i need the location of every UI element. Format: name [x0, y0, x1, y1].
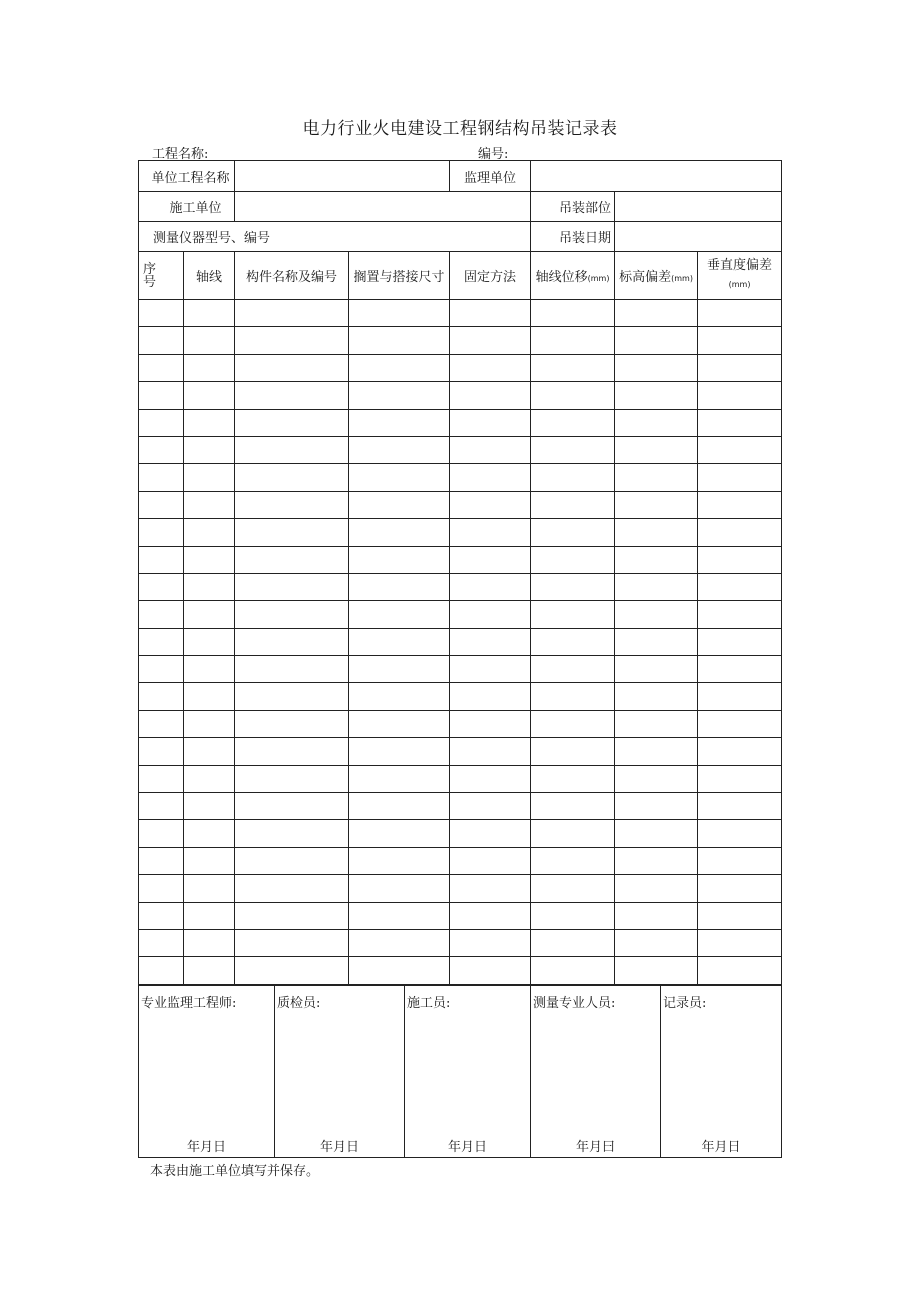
table-cell[interactable]: [450, 382, 531, 409]
table-cell[interactable]: [450, 683, 531, 710]
table-cell[interactable]: [184, 491, 235, 518]
table-cell[interactable]: [349, 546, 450, 573]
table-cell[interactable]: [139, 683, 184, 710]
construction-unit-field[interactable]: [235, 192, 531, 222]
column-header-elevation: 标高偏差(mm): [615, 252, 698, 300]
signature-label: 施工员:: [407, 996, 451, 1011]
table-cell[interactable]: [698, 765, 782, 792]
table-cell[interactable]: [698, 710, 782, 737]
table-row: [139, 710, 782, 737]
table-row: [139, 929, 782, 956]
table-row: [139, 875, 782, 902]
table-cell[interactable]: [184, 929, 235, 956]
table-row: [139, 300, 782, 327]
table-row: [139, 902, 782, 929]
table-cell[interactable]: [450, 628, 531, 655]
table-cell[interactable]: [184, 354, 235, 381]
table-cell[interactable]: [139, 957, 184, 984]
construction-unit-label: 施工单位: [139, 192, 235, 222]
table-cell[interactable]: [184, 875, 235, 902]
column-header-member: 构件名称及编号: [235, 252, 349, 300]
table-cell[interactable]: [349, 601, 450, 628]
table-cell[interactable]: [139, 354, 184, 381]
table-cell[interactable]: [184, 738, 235, 765]
table-cell[interactable]: [235, 519, 349, 546]
table-row: [139, 573, 782, 600]
hoisting-date-field[interactable]: [615, 222, 782, 252]
table-cell[interactable]: [698, 354, 782, 381]
table-cell[interactable]: [615, 929, 698, 956]
table-cell[interactable]: [349, 327, 450, 354]
table-cell[interactable]: [450, 738, 531, 765]
table-row: [139, 847, 782, 874]
table-cell[interactable]: [531, 710, 615, 737]
table-row: [139, 793, 782, 820]
table-cell[interactable]: [450, 793, 531, 820]
table-cell[interactable]: [531, 382, 615, 409]
table-cell[interactable]: [184, 464, 235, 491]
table-cell[interactable]: [615, 710, 698, 737]
table-cell[interactable]: [531, 793, 615, 820]
table-row: [139, 656, 782, 683]
table-row: [139, 491, 782, 518]
table-cell[interactable]: [615, 491, 698, 518]
table-cell[interactable]: [349, 902, 450, 929]
project-name-label: 工程名称:: [152, 147, 209, 162]
table-cell[interactable]: [184, 628, 235, 655]
table-row: [139, 354, 782, 381]
unit-project-name-label: 单位工程名称: [139, 161, 235, 192]
table-cell[interactable]: [698, 327, 782, 354]
table-cell[interactable]: [698, 464, 782, 491]
table-cell[interactable]: [615, 464, 698, 491]
table-cell[interactable]: [698, 436, 782, 463]
table-cell[interactable]: [615, 847, 698, 874]
table-cell[interactable]: [615, 382, 698, 409]
table-cell[interactable]: [615, 519, 698, 546]
table-cell[interactable]: [450, 847, 531, 874]
table-cell[interactable]: [531, 738, 615, 765]
table-cell[interactable]: [139, 546, 184, 573]
table-cell[interactable]: [615, 738, 698, 765]
table-cell[interactable]: [450, 929, 531, 956]
table-cell[interactable]: [531, 546, 615, 573]
table-cell[interactable]: [615, 354, 698, 381]
table-cell[interactable]: [698, 847, 782, 874]
table-cell[interactable]: [698, 491, 782, 518]
table-cell[interactable]: [349, 628, 450, 655]
column-header-axis: 轴线: [184, 252, 235, 300]
table-cell[interactable]: [139, 710, 184, 737]
table-cell[interactable]: [698, 793, 782, 820]
table-cell[interactable]: [184, 765, 235, 792]
table-cell[interactable]: [139, 409, 184, 436]
table-cell[interactable]: [531, 409, 615, 436]
table-row: [139, 820, 782, 847]
table-cell[interactable]: [349, 436, 450, 463]
signature-date: 年月日: [319, 1140, 359, 1155]
table-row: [139, 519, 782, 546]
table-cell[interactable]: [235, 820, 349, 847]
table-cell[interactable]: [235, 354, 349, 381]
table-cell[interactable]: [698, 957, 782, 984]
table-cell[interactable]: [615, 957, 698, 984]
table-cell[interactable]: [184, 793, 235, 820]
table-cell[interactable]: [531, 820, 615, 847]
table-cell[interactable]: [531, 929, 615, 956]
table-cell[interactable]: [349, 710, 450, 737]
table-cell[interactable]: [349, 793, 450, 820]
table-cell[interactable]: [349, 354, 450, 381]
table-cell[interactable]: [139, 601, 184, 628]
table-cell[interactable]: [139, 765, 184, 792]
serial-number-label: 编号:: [478, 147, 509, 162]
table-cell[interactable]: [615, 765, 698, 792]
table-cell[interactable]: [235, 409, 349, 436]
table-row: [139, 957, 782, 984]
table-cell[interactable]: [698, 519, 782, 546]
table-cell[interactable]: [235, 656, 349, 683]
table-cell[interactable]: [615, 875, 698, 902]
table-cell[interactable]: [139, 573, 184, 600]
table-cell[interactable]: [698, 601, 782, 628]
table-row: [139, 436, 782, 463]
signature-cell[interactable]: [661, 986, 782, 1158]
table-cell[interactable]: [139, 464, 184, 491]
table-cell[interactable]: [450, 957, 531, 984]
table-cell[interactable]: [349, 738, 450, 765]
table-cell[interactable]: [531, 436, 615, 463]
table-cell[interactable]: [184, 573, 235, 600]
table-cell[interactable]: [531, 683, 615, 710]
table-cell[interactable]: [184, 656, 235, 683]
table-cell[interactable]: [615, 793, 698, 820]
table-cell[interactable]: [531, 601, 615, 628]
table-cell[interactable]: [698, 738, 782, 765]
table-row: [139, 738, 782, 765]
signature-label: 记录员:: [663, 996, 707, 1011]
table-cell[interactable]: [615, 902, 698, 929]
table-cell[interactable]: [615, 327, 698, 354]
supervision-unit-field[interactable]: [531, 161, 782, 192]
table-cell[interactable]: [235, 902, 349, 929]
column-header-bearing: 搁置与搭接尺寸: [349, 252, 450, 300]
table-cell[interactable]: [531, 300, 615, 327]
table-cell[interactable]: [698, 382, 782, 409]
table-cell[interactable]: [139, 738, 184, 765]
table-cell[interactable]: [531, 656, 615, 683]
signature-date: 年月日: [186, 1140, 226, 1155]
table-cell[interactable]: [349, 957, 450, 984]
table-cell[interactable]: [615, 601, 698, 628]
table-cell[interactable]: [349, 300, 450, 327]
form-title: 电力行业火电建设工程钢结构吊装记录表: [302, 119, 618, 139]
column-header-seq: 序 号: [139, 252, 184, 300]
table-cell[interactable]: [235, 327, 349, 354]
instrument-model-label: 测量仪器型号、编号: [139, 222, 531, 252]
table-cell[interactable]: [450, 409, 531, 436]
column-header-vertical: 垂直度偏差 (mm): [698, 252, 782, 300]
table-cell[interactable]: [698, 628, 782, 655]
table-cell[interactable]: [235, 929, 349, 956]
table-cell[interactable]: [349, 683, 450, 710]
table-cell[interactable]: [531, 765, 615, 792]
table-cell[interactable]: [235, 875, 349, 902]
table-cell[interactable]: [139, 382, 184, 409]
table-row: [139, 382, 782, 409]
table-cell[interactable]: [531, 573, 615, 600]
table-cell[interactable]: [184, 902, 235, 929]
table-cell[interactable]: [235, 573, 349, 600]
table-cell[interactable]: [698, 300, 782, 327]
table-cell[interactable]: [184, 519, 235, 546]
table-row: [139, 628, 782, 655]
table-cell[interactable]: [349, 656, 450, 683]
table-cell[interactable]: [184, 546, 235, 573]
table-row: [139, 683, 782, 710]
table-cell[interactable]: [349, 573, 450, 600]
table-cell[interactable]: [235, 464, 349, 491]
table-cell[interactable]: [698, 820, 782, 847]
table-cell[interactable]: [450, 765, 531, 792]
signature-label: 测量专业人员:: [533, 996, 616, 1011]
signature-label: 专业监理工程师:: [141, 996, 237, 1011]
supervision-unit-label: 监理单位: [450, 161, 531, 192]
table-cell[interactable]: [139, 436, 184, 463]
table-cell[interactable]: [615, 820, 698, 847]
signature-cell[interactable]: [139, 986, 275, 1158]
table-cell[interactable]: [184, 300, 235, 327]
table-cell[interactable]: [531, 519, 615, 546]
table-cell[interactable]: [450, 820, 531, 847]
table-cell[interactable]: [349, 464, 450, 491]
table-cell[interactable]: [615, 300, 698, 327]
table-cell[interactable]: [184, 382, 235, 409]
table-cell[interactable]: [349, 847, 450, 874]
table-cell[interactable]: [450, 875, 531, 902]
table-cell[interactable]: [531, 957, 615, 984]
table-cell[interactable]: [450, 327, 531, 354]
table-cell[interactable]: [698, 683, 782, 710]
table-cell[interactable]: [349, 491, 450, 518]
table-cell[interactable]: [615, 573, 698, 600]
signature-cell[interactable]: [405, 986, 531, 1158]
table-cell[interactable]: [450, 464, 531, 491]
column-header-axis-offset: 轴线位移(mm): [531, 252, 615, 300]
record-table: [138, 160, 782, 985]
table-cell[interactable]: [139, 820, 184, 847]
table-row: [139, 327, 782, 354]
table-cell[interactable]: [184, 957, 235, 984]
table-cell[interactable]: [450, 601, 531, 628]
signature-date: 年月曰: [575, 1140, 615, 1155]
table-cell[interactable]: [531, 847, 615, 874]
table-cell[interactable]: [235, 683, 349, 710]
table-cell[interactable]: [450, 300, 531, 327]
table-cell[interactable]: [349, 875, 450, 902]
signature-date: 年月日: [701, 1140, 741, 1155]
table-cell[interactable]: [450, 436, 531, 463]
table-cell[interactable]: [184, 601, 235, 628]
column-header-fixing: 固定方法: [450, 252, 531, 300]
table-cell[interactable]: [139, 300, 184, 327]
table-cell[interactable]: [698, 546, 782, 573]
table-row: [139, 464, 782, 491]
unit-project-name-field[interactable]: [235, 161, 450, 192]
table-cell[interactable]: [531, 464, 615, 491]
table-cell[interactable]: [698, 875, 782, 902]
hoisting-part-field[interactable]: [615, 192, 782, 222]
table-cell[interactable]: [531, 327, 615, 354]
table-cell[interactable]: [450, 902, 531, 929]
table-cell[interactable]: [349, 519, 450, 546]
table-cell[interactable]: [184, 847, 235, 874]
table-cell[interactable]: [139, 628, 184, 655]
table-cell[interactable]: [235, 491, 349, 518]
table-cell[interactable]: [349, 765, 450, 792]
table-cell[interactable]: [615, 409, 698, 436]
table-cell[interactable]: [235, 436, 349, 463]
table-cell[interactable]: [235, 300, 349, 327]
table-cell[interactable]: [139, 929, 184, 956]
table-cell[interactable]: [235, 793, 349, 820]
signature-cell[interactable]: [275, 986, 405, 1158]
table-cell[interactable]: [450, 519, 531, 546]
table-cell[interactable]: [531, 354, 615, 381]
table-row: [139, 601, 782, 628]
table-cell[interactable]: [235, 738, 349, 765]
table-cell[interactable]: [450, 710, 531, 737]
table-cell[interactable]: [450, 573, 531, 600]
signature-table: [138, 985, 782, 1158]
table-cell[interactable]: [184, 683, 235, 710]
table-cell[interactable]: [235, 765, 349, 792]
table-cell[interactable]: [450, 354, 531, 381]
table-cell[interactable]: [139, 793, 184, 820]
table-cell[interactable]: [184, 327, 235, 354]
table-cell[interactable]: [531, 902, 615, 929]
table-cell[interactable]: [235, 957, 349, 984]
table-cell[interactable]: [450, 491, 531, 518]
signature-label: 质检员:: [277, 996, 321, 1011]
table-cell[interactable]: [139, 656, 184, 683]
table-cell[interactable]: [184, 710, 235, 737]
table-cell[interactable]: [349, 929, 450, 956]
table-cell[interactable]: [349, 820, 450, 847]
table-cell[interactable]: [615, 656, 698, 683]
table-cell[interactable]: [531, 875, 615, 902]
table-cell[interactable]: [450, 656, 531, 683]
table-cell[interactable]: [615, 683, 698, 710]
table-cell[interactable]: [615, 628, 698, 655]
table-cell[interactable]: [139, 491, 184, 518]
table-cell[interactable]: [698, 573, 782, 600]
table-cell[interactable]: [235, 710, 349, 737]
table-cell[interactable]: [615, 436, 698, 463]
table-cell[interactable]: [235, 628, 349, 655]
hoisting-date-label: 吊装日期: [531, 222, 615, 252]
table-cell[interactable]: [615, 546, 698, 573]
table-cell[interactable]: [139, 519, 184, 546]
table-cell[interactable]: [139, 875, 184, 902]
table-cell[interactable]: [698, 902, 782, 929]
table-cell[interactable]: [698, 929, 782, 956]
table-cell[interactable]: [235, 847, 349, 874]
table-row: [139, 546, 782, 573]
table-cell[interactable]: [349, 409, 450, 436]
table-cell[interactable]: [349, 382, 450, 409]
table-cell[interactable]: [184, 436, 235, 463]
table-cell[interactable]: [184, 820, 235, 847]
table-cell[interactable]: [184, 409, 235, 436]
table-row: [139, 765, 782, 792]
footnote: 本表由施工单位填写并保存。: [150, 1164, 320, 1179]
signature-cell[interactable]: [531, 986, 661, 1158]
table-cell[interactable]: [139, 327, 184, 354]
table-cell[interactable]: [450, 546, 531, 573]
signature-date: 年月日: [447, 1140, 487, 1155]
table-cell[interactable]: [698, 656, 782, 683]
table-cell[interactable]: [139, 847, 184, 874]
table-cell[interactable]: [698, 409, 782, 436]
table-cell[interactable]: [139, 902, 184, 929]
hoisting-part-label: 吊装部位: [531, 192, 615, 222]
table-cell[interactable]: [531, 628, 615, 655]
table-row: [139, 409, 782, 436]
table-cell[interactable]: [235, 546, 349, 573]
table-cell[interactable]: [235, 382, 349, 409]
table-cell[interactable]: [531, 491, 615, 518]
table-cell[interactable]: [235, 601, 349, 628]
